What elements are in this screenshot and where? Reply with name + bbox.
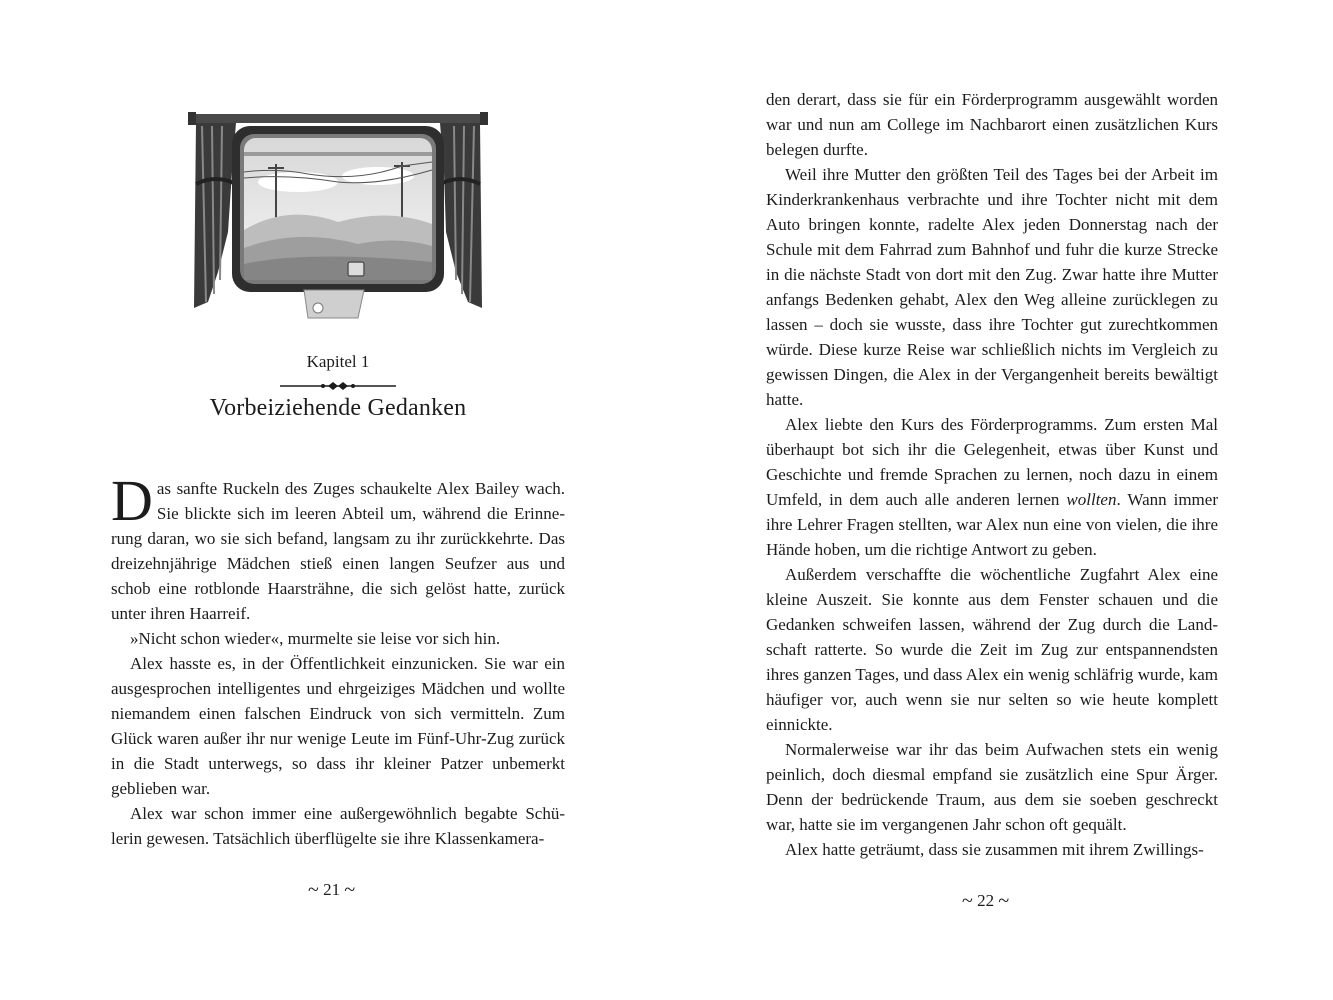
page-number-value: 22 xyxy=(977,891,995,910)
page-number xyxy=(308,878,355,901)
left-page xyxy=(0,0,666,1000)
folio-ornament: ~ xyxy=(962,890,973,912)
paragraph: Alex war schon immer eine außergewöhnlich begabte Schülerin gewesen. Tatsächlich überflügelte sie ihre Klassenkamera- xyxy=(111,804,565,848)
ornament-divider xyxy=(280,380,396,392)
paragraph: Alex hatte geträumt, dass sie zusammen mit ihrem Zwillings- xyxy=(785,840,1204,859)
right-body-text xyxy=(766,87,1218,862)
page-number-value: 21 xyxy=(323,880,341,899)
emphasis-text: wollten xyxy=(1066,490,1117,509)
folio-ornament: ~ xyxy=(344,879,356,901)
paragraph: Weil ihre Mutter den größten Teil des Tages bei der Arbeit im Kinderkrankenhaus verbrachte und ihre Tochter nicht mit dem Auto bringen konnte, radelte Alex jeden Donnerstag nach der Schule mit dem Fahrrad zum Bahnhof und fuhr die kurze Strecke in die nächste Stadt von dort mit den Zug. Zwar hatte ihre Mutter anfangs Bedenken gehabt, Alex den Weg alleine zurücklegen zu lassen – doch sie wusste, dass ihre Tochter gut zurechtkommen würde. Diese kurze Reise war schließlich nichts im Vergleich zu gewissen Dingen, die Alex in der Vergangenheit bereits bewältigt hatte. xyxy=(766,165,1218,409)
paragraph: Außerdem verschaffte die wöchentliche Zugfahrt Alex eine kleine Auszeit. Sie konnte aus dem Fenster schauen und die Gedanken schweifen lassen, während der Zug durch die Landschaft ratterte. So wurde die Zeit im Zug zur entspannendsten ihres ganzen Tages, und dass Alex ein wenig schläfrig wurde, kam häufiger vor, auch wenn sie nur selten so wie heute komplett einnickte. xyxy=(766,565,1218,734)
paragraph-text: as sanfte Ruckeln des Zuges schaukelte Alex Bailey wach. Sie blickte sich im leeren Abteil um, während die Erinnerung daran, wo sie sich befand, langsam zu ihr zurückkehrte. Das dreizehnjährige Mädchen stieß einen langen Seufzer aus und schob eine rotblonde Haarsträhne, die sich gelöst hatte, zurück unter ihren Haarreif. xyxy=(111,479,565,623)
paragraph-text: . Wann immer ihre Lehrer Fragen stellten, war Alex nun eine von vielen, die ihre Hände hoben, um die richtige Antwort zu geben. xyxy=(766,490,1218,559)
paragraph: den derart, dass sie für ein Förderprogramm ausgewählt worden war und nun am College im Nachbarort einen zusätzlichen Kurs belegen durfte. xyxy=(766,90,1218,159)
chapter-title: Vorbeiziehende Gedanken xyxy=(209,395,467,421)
chapter-label: Kapitel 1 xyxy=(306,352,370,371)
paragraph xyxy=(111,468,565,626)
train-window-illustration xyxy=(188,112,488,324)
paragraph xyxy=(766,412,1218,562)
paragraph-text: Alex liebte den Kurs des Förderprogramms. Zum ersten Mal überhaupt bot sich ihr die Gelegenheit, etwas über Kunst und Geschichte und fremde Sprachen zu lernen, noch dazu in einem Umfeld, in dem auch alle anderen lernen xyxy=(766,415,1218,509)
paragraph: Normalerweise war ihr das beim Aufwachen stets ein wenig peinlich, doch diesmal empfand sie zusätzlich eine Spur Ärger. Denn der bedrückende Traum, aus dem sie soeben geschreckt war, hatte sie im vergangenen Jahr schon oft gequält. xyxy=(766,740,1218,834)
paragraph: »Nicht schon wieder«, murmelte sie leise vor sich hin. xyxy=(130,629,501,648)
folio-ornament: ~ xyxy=(308,879,319,901)
left-body-text xyxy=(111,468,565,851)
right-page xyxy=(666,0,1333,1000)
paragraph: Alex hasste es, in der Öffentlichkeit einzunicken. Sie war ein ausgesprochen intelligentes und ehrgeiziges Mädchen und wollte niemandem einen falschen Eindruck von sich vermitteln. Zum Glück waren außer ihr nur wenige Leute im Fünf-Uhr-Zug zurück in die Stadt unterwegs, so dass ihr kleiner Patzer unbemerkt geblieben war. xyxy=(111,654,565,798)
page-number xyxy=(962,889,1009,912)
drop-cap: D xyxy=(111,468,153,533)
folio-ornament: ~ xyxy=(998,890,1010,912)
